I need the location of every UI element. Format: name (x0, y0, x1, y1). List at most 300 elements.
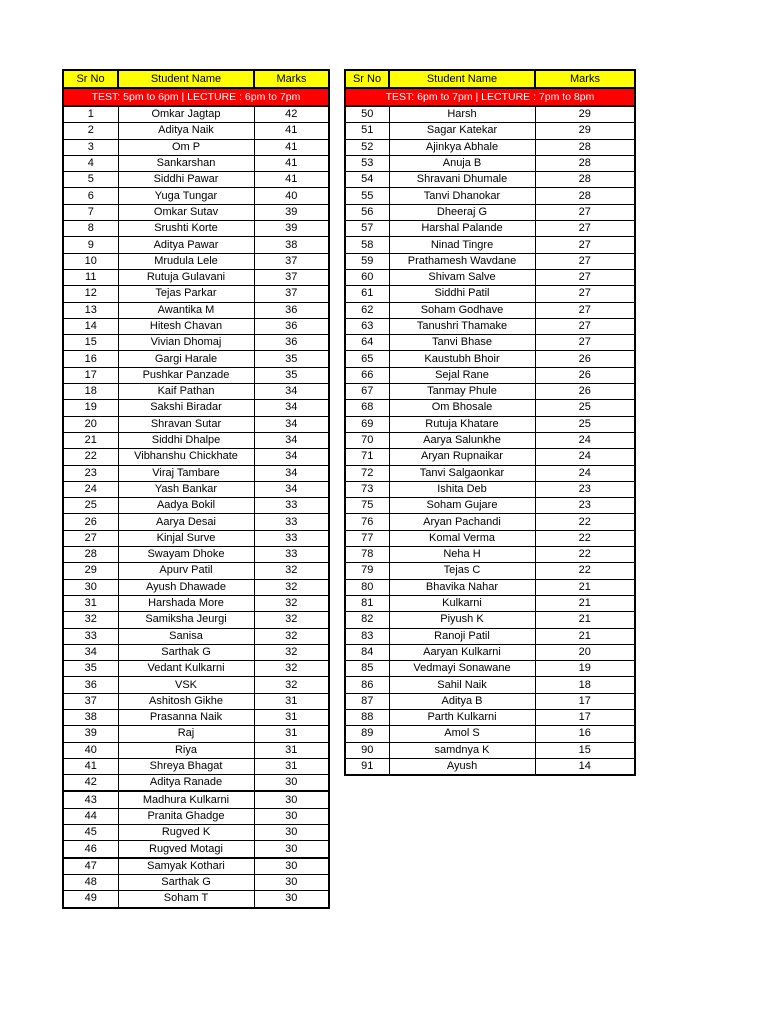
table-row (63, 286, 329, 302)
student-name-cell: Awantika M (118, 302, 254, 318)
marks-cell: 19 (535, 661, 635, 677)
table-row (345, 221, 635, 237)
sr-no-cell: 54 (345, 172, 389, 188)
table-row (345, 628, 635, 644)
student-name-cell: Aditya B (389, 693, 535, 709)
header-marks: Marks (535, 70, 635, 88)
table-row (345, 595, 635, 611)
table-row (63, 612, 329, 628)
marks-cell: 21 (535, 628, 635, 644)
student-name-cell: Viraj Tambare (118, 465, 254, 481)
sr-no-cell: 23 (63, 465, 118, 481)
student-name-cell: Kulkarni (389, 595, 535, 611)
sr-no-cell: 55 (345, 188, 389, 204)
sr-no-cell: 80 (345, 579, 389, 595)
student-name-cell: Pushkar Panzade (118, 367, 254, 383)
sr-no-cell: 82 (345, 612, 389, 628)
student-name-cell: Piyush K (389, 612, 535, 628)
marks-cell: 27 (535, 237, 635, 253)
marks-cell: 17 (535, 693, 635, 709)
table-row (63, 155, 329, 171)
student-name-cell: Ayush Dhawade (118, 579, 254, 595)
sr-no-cell: 48 (63, 874, 118, 890)
sr-no-cell: 41 (63, 758, 118, 774)
table-row (63, 693, 329, 709)
student-name-cell: Madhura Kulkarni (118, 791, 254, 808)
marks-cell: 31 (254, 742, 329, 758)
sr-no-cell: 9 (63, 237, 118, 253)
marks-cell: 39 (254, 204, 329, 220)
marks-cell: 21 (535, 595, 635, 611)
student-name-cell: Aryan Rupnaikar (389, 449, 535, 465)
table-row (63, 677, 329, 693)
student-name-cell: Harsh (389, 106, 535, 123)
table-row (345, 726, 635, 742)
student-name-cell: Swayam Dhoke (118, 547, 254, 563)
sr-no-cell: 81 (345, 595, 389, 611)
marks-cell: 15 (535, 742, 635, 758)
table-row (345, 758, 635, 775)
marks-cell: 30 (254, 791, 329, 808)
student-name-cell: Aarya Desai (118, 514, 254, 530)
student-name-cell: Amol S (389, 726, 535, 742)
sr-no-cell: 31 (63, 595, 118, 611)
marks-cell: 30 (254, 775, 329, 792)
sr-no-cell: 15 (63, 335, 118, 351)
sr-no-cell: 50 (345, 106, 389, 123)
table-row (63, 547, 329, 563)
marks-cell: 21 (535, 612, 635, 628)
table-row (63, 416, 329, 432)
sr-no-cell: 6 (63, 188, 118, 204)
sr-no-cell: 29 (63, 563, 118, 579)
marks-cell: 22 (535, 563, 635, 579)
table-row (63, 172, 329, 188)
marks-cell: 31 (254, 726, 329, 742)
student-name-cell: Pranita Ghadge (118, 808, 254, 824)
table-row (345, 302, 635, 318)
table-row (345, 644, 635, 660)
marks-cell: 14 (535, 758, 635, 775)
marks-cell: 35 (254, 367, 329, 383)
table-row (63, 481, 329, 497)
sr-no-cell: 56 (345, 204, 389, 220)
student-name-cell: VSK (118, 677, 254, 693)
marks-cell: 24 (535, 465, 635, 481)
sr-no-cell: 66 (345, 367, 389, 383)
table-row (345, 123, 635, 139)
sr-no-cell: 64 (345, 335, 389, 351)
table-row (345, 693, 635, 709)
student-name-cell: Samyak Kothari (118, 858, 254, 875)
marks-cell: 24 (535, 449, 635, 465)
table-row (63, 709, 329, 725)
marks-cell: 27 (535, 318, 635, 334)
sr-no-cell: 22 (63, 449, 118, 465)
marks-cell: 28 (535, 172, 635, 188)
sr-no-cell: 30 (63, 579, 118, 595)
table-row (63, 563, 329, 579)
marks-cell: 30 (254, 891, 329, 908)
sr-no-cell: 24 (63, 481, 118, 497)
marks-cell: 29 (535, 106, 635, 123)
sr-no-cell: 7 (63, 204, 118, 220)
marks-cell: 32 (254, 677, 329, 693)
student-name-cell: Tanvi Salgaonkar (389, 465, 535, 481)
student-name-cell: Shreya Bhagat (118, 758, 254, 774)
student-name-cell: Riya (118, 742, 254, 758)
marks-cell: 32 (254, 628, 329, 644)
marks-cell: 34 (254, 384, 329, 400)
table-row (63, 384, 329, 400)
sr-no-cell: 89 (345, 726, 389, 742)
marks-cell: 31 (254, 709, 329, 725)
student-name-cell: Prasanna Naik (118, 709, 254, 725)
sr-no-cell: 3 (63, 139, 118, 155)
table-row (63, 449, 329, 465)
student-name-cell: Rugved K (118, 825, 254, 841)
student-name-cell: Srushti Korte (118, 221, 254, 237)
table-body (63, 106, 329, 908)
student-name-cell: Dheeraj G (389, 204, 535, 220)
student-name-cell: Komal Verma (389, 530, 535, 546)
sr-no-cell: 18 (63, 384, 118, 400)
sr-no-cell: 59 (345, 253, 389, 269)
table-body (345, 106, 635, 775)
table-row (345, 253, 635, 269)
student-name-cell: Aditya Ranade (118, 775, 254, 792)
marks-cell: 37 (254, 269, 329, 285)
table-row (345, 563, 635, 579)
table-row (345, 204, 635, 220)
student-name-cell: Sahil Naik (389, 677, 535, 693)
table-row (345, 400, 635, 416)
sr-no-cell: 70 (345, 432, 389, 448)
marks-cell: 41 (254, 139, 329, 155)
marks-cell: 34 (254, 416, 329, 432)
sr-no-cell: 16 (63, 351, 118, 367)
student-name-cell: Ashitosh Gikhe (118, 693, 254, 709)
table-row (345, 709, 635, 725)
marks-cell: 29 (535, 123, 635, 139)
student-name-cell: Rutuja Gulavani (118, 269, 254, 285)
sr-no-cell: 86 (345, 677, 389, 693)
sr-no-cell: 10 (63, 253, 118, 269)
student-name-cell: Ajinkya Abhale (389, 139, 535, 155)
student-name-cell: Kaif Pathan (118, 384, 254, 400)
sr-no-cell: 47 (63, 858, 118, 875)
marks-cell: 28 (535, 188, 635, 204)
marks-cell: 24 (535, 432, 635, 448)
sr-no-cell: 1 (63, 106, 118, 123)
marks-cell: 32 (254, 579, 329, 595)
table-row (63, 775, 329, 792)
marks-cell: 18 (535, 677, 635, 693)
marks-cell: 34 (254, 432, 329, 448)
marks-cell: 27 (535, 269, 635, 285)
student-name-cell: Soham Gujare (389, 498, 535, 514)
student-name-cell: samdnya K (389, 742, 535, 758)
sr-no-cell: 84 (345, 644, 389, 660)
marks-cell: 31 (254, 693, 329, 709)
table-row (345, 139, 635, 155)
sr-no-cell: 63 (345, 318, 389, 334)
marks-cell: 30 (254, 858, 329, 875)
marks-cell: 33 (254, 530, 329, 546)
student-name-cell: Vedmayi Sonawane (389, 661, 535, 677)
marks-cell: 32 (254, 595, 329, 611)
table-row (345, 188, 635, 204)
header-row (345, 70, 635, 88)
header-row (63, 70, 329, 88)
student-name-cell: Rutuja Khatare (389, 416, 535, 432)
marks-cell: 42 (254, 106, 329, 123)
header-sr-no: Sr No (63, 70, 118, 88)
marks-cell: 27 (535, 204, 635, 220)
marks-cell: 41 (254, 155, 329, 171)
table-row (63, 269, 329, 285)
header-student-name: Student Name (389, 70, 535, 88)
student-name-cell: Harshada More (118, 595, 254, 611)
student-name-cell: Raj (118, 726, 254, 742)
schedule-banner-row (63, 88, 329, 106)
table-row (345, 335, 635, 351)
marks-cell: 36 (254, 318, 329, 334)
sr-no-cell: 78 (345, 547, 389, 563)
marks-cell: 34 (254, 449, 329, 465)
sr-no-cell: 68 (345, 400, 389, 416)
student-name-cell: Sejal Rane (389, 367, 535, 383)
marks-cell: 17 (535, 709, 635, 725)
student-name-cell: Tejas Parkar (118, 286, 254, 302)
marks-cell: 36 (254, 302, 329, 318)
marks-cell: 22 (535, 514, 635, 530)
marks-cell: 26 (535, 367, 635, 383)
student-name-cell: Omkar Jagtap (118, 106, 254, 123)
student-name-cell: Kaustubh Bhoir (389, 351, 535, 367)
student-name-cell: Aarya Salunkhe (389, 432, 535, 448)
table-row (345, 367, 635, 383)
sr-no-cell: 73 (345, 481, 389, 497)
marks-cell: 36 (254, 335, 329, 351)
student-name-cell: Aadya Bokil (118, 498, 254, 514)
marks-cell: 22 (535, 530, 635, 546)
sr-no-cell: 17 (63, 367, 118, 383)
table-row (63, 514, 329, 530)
marks-cell: 33 (254, 498, 329, 514)
sr-no-cell: 83 (345, 628, 389, 644)
marks-cell: 33 (254, 514, 329, 530)
table-row (63, 661, 329, 677)
marks-cell: 35 (254, 351, 329, 367)
header-marks: Marks (254, 70, 329, 88)
marks-cell: 30 (254, 841, 329, 858)
student-name-cell: Sakshi Biradar (118, 400, 254, 416)
student-name-cell: Om Bhosale (389, 400, 535, 416)
student-name-cell: Tanvi Bhase (389, 335, 535, 351)
marks-cell: 41 (254, 172, 329, 188)
student-name-cell: Hitesh Chavan (118, 318, 254, 334)
table-row (345, 612, 635, 628)
table-row (63, 318, 329, 334)
student-name-cell: Tanmay Phule (389, 384, 535, 400)
header-student-name: Student Name (118, 70, 254, 88)
results-table-right (344, 69, 636, 776)
table-row (63, 188, 329, 204)
student-name-cell: Ninad Tingre (389, 237, 535, 253)
student-name-cell: Sanisa (118, 628, 254, 644)
table-row (63, 825, 329, 841)
student-name-cell: Ranoji Patil (389, 628, 535, 644)
table-row (63, 204, 329, 220)
student-name-cell: Ayush (389, 758, 535, 775)
table-row (63, 498, 329, 514)
sr-no-cell: 38 (63, 709, 118, 725)
marks-cell: 33 (254, 547, 329, 563)
sr-no-cell: 61 (345, 286, 389, 302)
student-name-cell: Omkar Sutav (118, 204, 254, 220)
marks-cell: 40 (254, 188, 329, 204)
student-name-cell: Sankarshan (118, 155, 254, 171)
table-row (345, 465, 635, 481)
sr-no-cell: 35 (63, 661, 118, 677)
student-name-cell: Yuga Tungar (118, 188, 254, 204)
sr-no-cell: 53 (345, 155, 389, 171)
marks-cell: 37 (254, 253, 329, 269)
header-sr-no: Sr No (345, 70, 389, 88)
student-name-cell: Sagar Katekar (389, 123, 535, 139)
student-name-cell: Tanvi Dhanokar (389, 188, 535, 204)
sr-no-cell: 25 (63, 498, 118, 514)
sr-no-cell: 88 (345, 709, 389, 725)
table-row (345, 286, 635, 302)
sr-no-cell: 5 (63, 172, 118, 188)
student-name-cell: Vibhanshu Chickhate (118, 449, 254, 465)
sr-no-cell: 79 (345, 563, 389, 579)
sr-no-cell: 20 (63, 416, 118, 432)
marks-cell: 27 (535, 302, 635, 318)
table-row (63, 742, 329, 758)
marks-cell: 30 (254, 808, 329, 824)
student-name-cell: Vedant Kulkarni (118, 661, 254, 677)
sr-no-cell: 40 (63, 742, 118, 758)
student-name-cell: Anuja B (389, 155, 535, 171)
table-row (63, 579, 329, 595)
table-row (63, 791, 329, 808)
sr-no-cell: 85 (345, 661, 389, 677)
table-row (345, 237, 635, 253)
student-name-cell: Aditya Naik (118, 123, 254, 139)
sr-no-cell: 34 (63, 644, 118, 660)
student-name-cell: Soham T (118, 891, 254, 908)
table-row (345, 661, 635, 677)
student-name-cell: Parth Kulkarni (389, 709, 535, 725)
student-name-cell: Bhavika Nahar (389, 579, 535, 595)
table-row (345, 351, 635, 367)
student-name-cell: Siddhi Dhalpe (118, 432, 254, 448)
table-row (345, 269, 635, 285)
student-name-cell: Rugved Motagi (118, 841, 254, 858)
table-row (345, 677, 635, 693)
marks-cell: 26 (535, 351, 635, 367)
marks-cell: 23 (535, 481, 635, 497)
table-row (345, 384, 635, 400)
table-row (345, 155, 635, 171)
table-row (345, 416, 635, 432)
sr-no-cell: 28 (63, 547, 118, 563)
table-row (63, 841, 329, 858)
student-name-cell: Ishita Deb (389, 481, 535, 497)
sr-no-cell: 91 (345, 758, 389, 775)
sr-no-cell: 27 (63, 530, 118, 546)
sr-no-cell: 19 (63, 400, 118, 416)
table-row (63, 465, 329, 481)
sr-no-cell: 43 (63, 791, 118, 808)
table-row (63, 530, 329, 546)
table-row (63, 858, 329, 875)
student-name-cell: Mrudula Lele (118, 253, 254, 269)
marks-cell: 32 (254, 644, 329, 660)
student-name-cell: Gargi Harale (118, 351, 254, 367)
marks-cell: 21 (535, 579, 635, 595)
sr-no-cell: 33 (63, 628, 118, 644)
marks-cell: 37 (254, 286, 329, 302)
sr-no-cell: 72 (345, 465, 389, 481)
table-row (63, 253, 329, 269)
table-row (63, 335, 329, 351)
student-name-cell: Vivian Dhomaj (118, 335, 254, 351)
sr-no-cell: 2 (63, 123, 118, 139)
table-row (345, 547, 635, 563)
sr-no-cell: 90 (345, 742, 389, 758)
sr-no-cell: 46 (63, 841, 118, 858)
student-name-cell: Aryan Pachandi (389, 514, 535, 530)
student-name-cell: Tejas C (389, 563, 535, 579)
sr-no-cell: 26 (63, 514, 118, 530)
sr-no-cell: 21 (63, 432, 118, 448)
marks-cell: 34 (254, 400, 329, 416)
sr-no-cell: 42 (63, 775, 118, 792)
table-row (345, 579, 635, 595)
marks-cell: 27 (535, 221, 635, 237)
student-name-cell: Siddhi Patil (389, 286, 535, 302)
student-name-cell: Sarthak G (118, 644, 254, 660)
table-row (63, 139, 329, 155)
student-name-cell: Soham Godhave (389, 302, 535, 318)
table-row (345, 449, 635, 465)
student-name-cell: Kinjal Surve (118, 530, 254, 546)
table-row (345, 742, 635, 758)
sr-no-cell: 11 (63, 269, 118, 285)
sr-no-cell: 4 (63, 155, 118, 171)
table-row (63, 758, 329, 774)
sr-no-cell: 69 (345, 416, 389, 432)
marks-cell: 27 (535, 286, 635, 302)
table-row (63, 628, 329, 644)
table-row (63, 726, 329, 742)
marks-cell: 38 (254, 237, 329, 253)
student-name-cell: Harshal Palande (389, 221, 535, 237)
marks-cell: 16 (535, 726, 635, 742)
sr-no-cell: 12 (63, 286, 118, 302)
table-row (63, 351, 329, 367)
sr-no-cell: 32 (63, 612, 118, 628)
table-row (63, 302, 329, 318)
table-row (345, 318, 635, 334)
student-name-cell: Aaryan Kulkarni (389, 644, 535, 660)
sr-no-cell: 14 (63, 318, 118, 334)
sr-no-cell: 49 (63, 891, 118, 908)
